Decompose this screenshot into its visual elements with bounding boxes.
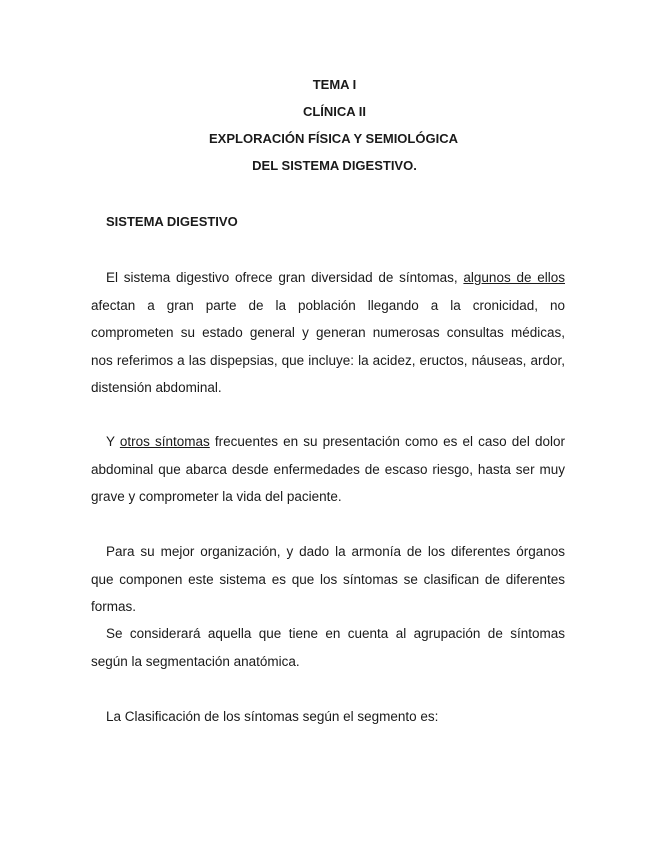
section-heading: SISTEMA DIGESTIVO	[106, 214, 238, 229]
paragraph-intro	[91, 264, 565, 402]
text-run: frecuentes en su presentación como es el caso del dolor	[214, 434, 565, 449]
paragraph-line: según la segmentación anatómica.	[91, 653, 300, 669]
paragraph-line	[91, 703, 565, 731]
text-run: Se considerará aquella que tiene en cuenta al agrupación de síntomas	[106, 626, 565, 641]
underlined-text: otros síntomas	[119, 434, 210, 449]
paragraph-line: que componen este sistema es que los síntomas se clasifican de diferentes	[91, 571, 565, 587]
paragraph-line	[91, 428, 565, 456]
paragraph-line	[91, 264, 565, 292]
title-line-system: DEL SISTEMA DIGESTIVO.	[252, 158, 417, 173]
title-line-subject: EXPLORACIÓN FÍSICA Y SEMIOLÓGICA	[209, 131, 458, 146]
text-run: Y	[106, 434, 115, 449]
document-title	[0, 71, 655, 179]
text-run: El sistema digestivo ofrece gran diversidad de síntomas,	[106, 270, 458, 285]
paragraph-line: nos referimos a las dispepsias, que incluye: la acidez, eructos, náuseas, ardor,	[91, 352, 565, 368]
text-run: Para su mejor organización, y dado la armonía de los diferentes órganos	[106, 544, 565, 559]
paragraph-line: grave y comprometer la vida del paciente.	[91, 489, 342, 504]
paragraph-segmentation	[91, 620, 565, 675]
paragraph-line: distensión abdominal.	[91, 380, 222, 395]
paragraph-classification	[91, 703, 565, 731]
paragraph-other-symptoms	[91, 428, 565, 511]
title-line-course: CLÍNICA II	[302, 104, 367, 119]
title-line-topic: TEMA I	[312, 77, 357, 92]
paragraph-line	[91, 538, 565, 566]
paragraph-organization	[91, 538, 565, 621]
paragraph-line: abdominal que abarca desde enfermedades de escaso riesgo, hasta ser muy	[91, 461, 565, 477]
paragraph-line: afectan a gran parte de la población llegando a la cronicidad, no	[91, 297, 565, 313]
paragraph-line: comprometen su estado general y generan numerosas consultas médicas,	[91, 325, 565, 340]
underlined-text: algunos de ellos	[463, 270, 565, 285]
paragraph-line: formas.	[91, 599, 137, 614]
paragraph-line	[91, 620, 565, 648]
text-run: La Clasificación de los síntomas según el segmento es:	[106, 709, 439, 724]
